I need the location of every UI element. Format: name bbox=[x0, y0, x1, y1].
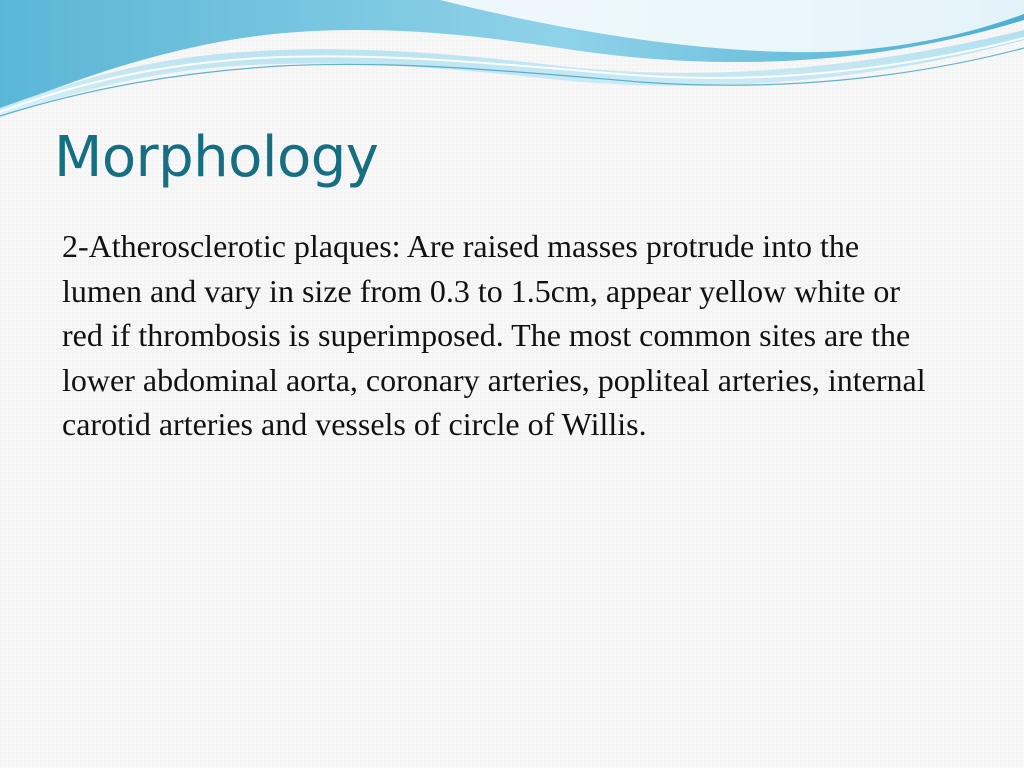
wave-line-teal bbox=[0, 48, 1024, 116]
decorative-wave-header bbox=[0, 0, 1024, 130]
slide-body-text: 2-Atherosclerotic plaques: Are raised masses protrude into the lumen and vary in size from 0.3 to 1.5cm, appear yellow white or red if thrombosis is superimposed. The most common sites are the lower abdominal aorta, coronary arteries, popliteal arteries, internal carotid arteries and vessels of circle of Willis. bbox=[62, 228, 926, 442]
slide-title: Morphology bbox=[54, 125, 379, 190]
